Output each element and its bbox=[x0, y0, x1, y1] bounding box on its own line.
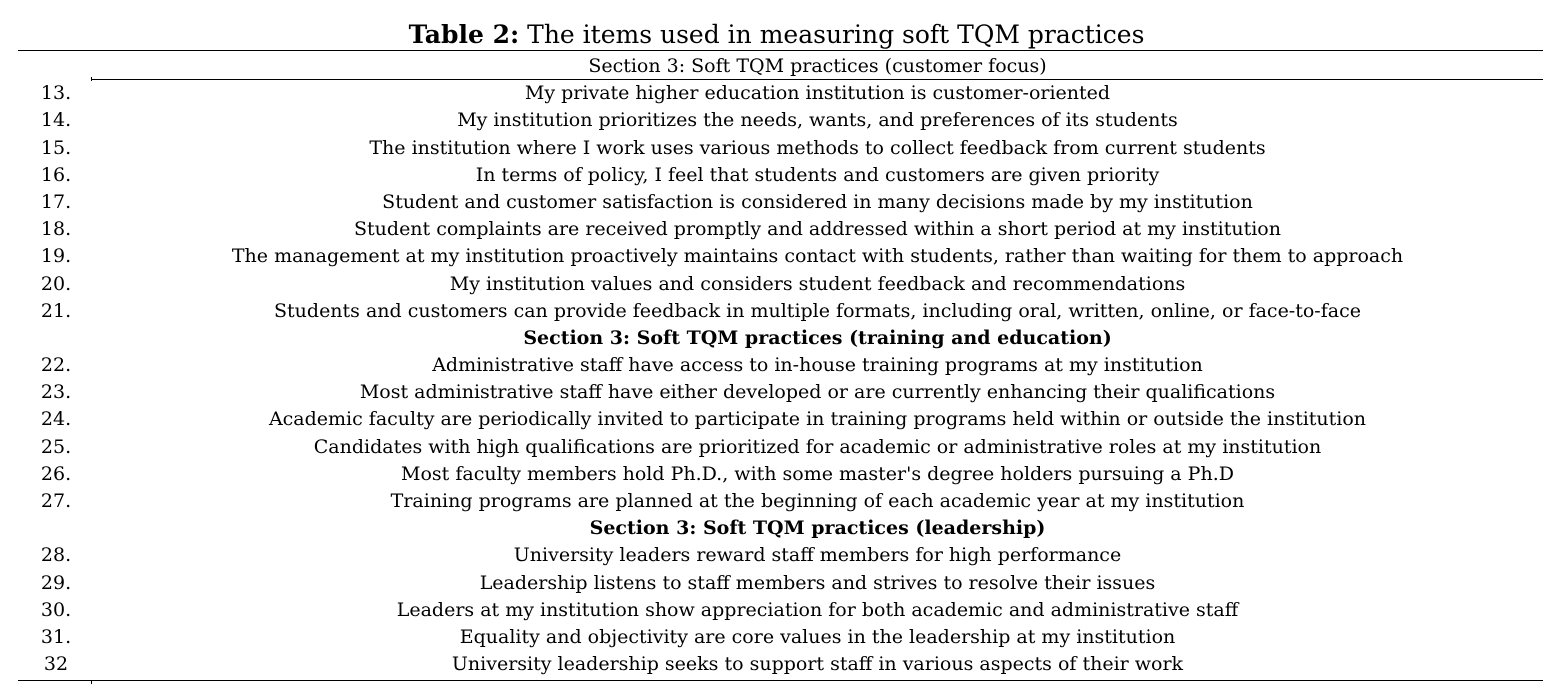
item-text: Candidates with high qualifications are prioritized for academic or administrative roles at my institution bbox=[313, 435, 1322, 458]
item-number: 19. bbox=[40, 245, 72, 268]
item-number: 31. bbox=[40, 625, 72, 648]
item-number: 16. bbox=[40, 163, 72, 186]
section-header-row bbox=[0, 325, 1553, 352]
item-text: Administrative staff have access to in-house training programs at my institution bbox=[432, 354, 1203, 377]
table-row bbox=[0, 135, 1553, 162]
section-title: Section 3: Soft TQM practices (customer focus) bbox=[588, 55, 1047, 77]
table-row bbox=[0, 597, 1553, 624]
table-row bbox=[0, 570, 1553, 597]
table-row bbox=[0, 379, 1553, 406]
item-number: 24. bbox=[40, 408, 72, 431]
table-row bbox=[0, 542, 1553, 569]
table-row bbox=[0, 406, 1553, 433]
item-number: 30. bbox=[40, 598, 72, 621]
item-text: Equality and objectivity are core values in the leadership at my institution bbox=[459, 625, 1176, 648]
table-row bbox=[0, 80, 1553, 107]
item-number: 20. bbox=[40, 272, 72, 295]
item-number: 21. bbox=[40, 299, 72, 322]
item-text: Most administrative staff have either developed or are currently enhancing their qualifications bbox=[359, 381, 1276, 404]
item-text: Leaders at my institution show appreciation for both academic and administrative staff bbox=[396, 598, 1239, 621]
item-text: My institution prioritizes the needs, wants, and preferences of its students bbox=[457, 109, 1178, 132]
table-row bbox=[0, 434, 1553, 461]
item-number: 13. bbox=[40, 82, 72, 105]
section-title: Section 3: Soft TQM practices (leadership) bbox=[589, 517, 1046, 540]
table-row bbox=[0, 651, 1553, 678]
table-row bbox=[0, 488, 1553, 515]
item-number: 29. bbox=[40, 571, 72, 594]
item-number: 14. bbox=[40, 109, 72, 132]
item-text: Student complaints are received promptly and addressed within a short period at my institution bbox=[354, 218, 1281, 241]
table-row bbox=[0, 271, 1553, 298]
item-number: 22. bbox=[40, 354, 72, 377]
item-number: 27. bbox=[40, 490, 72, 512]
table-caption bbox=[0, 18, 1553, 52]
item-number: 18. bbox=[40, 218, 72, 241]
item-text: My private higher education institution is customer-oriented bbox=[524, 82, 1111, 105]
table-row bbox=[0, 624, 1553, 651]
table-row bbox=[0, 216, 1553, 243]
table-bottom-tick bbox=[91, 680, 92, 684]
item-text: University leadership seeks to support staff in various aspects of their work bbox=[451, 653, 1184, 676]
table-top-rule bbox=[18, 50, 1543, 51]
item-number: 23. bbox=[40, 381, 72, 404]
table-row bbox=[0, 162, 1553, 189]
item-number: 17. bbox=[40, 190, 72, 213]
table-row bbox=[0, 352, 1553, 379]
table-caption-text: The items used in measuring soft TQM practices bbox=[519, 20, 1145, 49]
table-row bbox=[0, 461, 1553, 488]
item-number: 15. bbox=[40, 136, 72, 159]
table-body bbox=[0, 53, 1553, 678]
section-header-row bbox=[0, 53, 1553, 80]
item-text: Most faculty members hold Ph.D., with some master's degree holders pursuing a Ph.D bbox=[401, 462, 1234, 485]
table-row bbox=[0, 298, 1553, 325]
item-text: Academic faculty are periodically invited to participate in training programs held within or outside the institution bbox=[268, 408, 1367, 431]
item-number: 26. bbox=[40, 462, 72, 485]
table-row bbox=[0, 243, 1553, 270]
item-number: 28. bbox=[40, 544, 72, 567]
item-text: My institution values and considers student feedback and recommendations bbox=[449, 272, 1186, 295]
table-caption-label: Table 2: bbox=[408, 20, 520, 49]
item-text: The management at my institution proactively maintains contact with students, rather than waiting for them to approach bbox=[231, 245, 1404, 268]
item-text: Students and customers can provide feedback in multiple formats, including oral, written, online, or face-to-face bbox=[274, 299, 1361, 322]
table-row bbox=[0, 189, 1553, 216]
item-text: Student and customer satisfaction is considered in many decisions made by my institution bbox=[382, 190, 1253, 213]
item-number: 32 bbox=[43, 653, 69, 676]
item-text: Leadership listens to staff members and strives to resolve their issues bbox=[479, 571, 1156, 594]
item-text: The institution where I work uses various methods to collect feedback from current students bbox=[369, 136, 1266, 159]
section-title: Section 3: Soft TQM practices (training and education) bbox=[523, 326, 1112, 349]
item-text: University leaders reward staff members for high performance bbox=[513, 544, 1122, 567]
item-text: Training programs are planned at the beginning of each academic year at my institution bbox=[390, 490, 1245, 512]
section-header-row bbox=[0, 515, 1553, 542]
table-row bbox=[0, 107, 1553, 134]
item-text: In terms of policy, I feel that students and customers are given priority bbox=[475, 163, 1160, 186]
item-number: 25. bbox=[40, 435, 72, 458]
table-bottom-rule bbox=[18, 680, 1543, 681]
